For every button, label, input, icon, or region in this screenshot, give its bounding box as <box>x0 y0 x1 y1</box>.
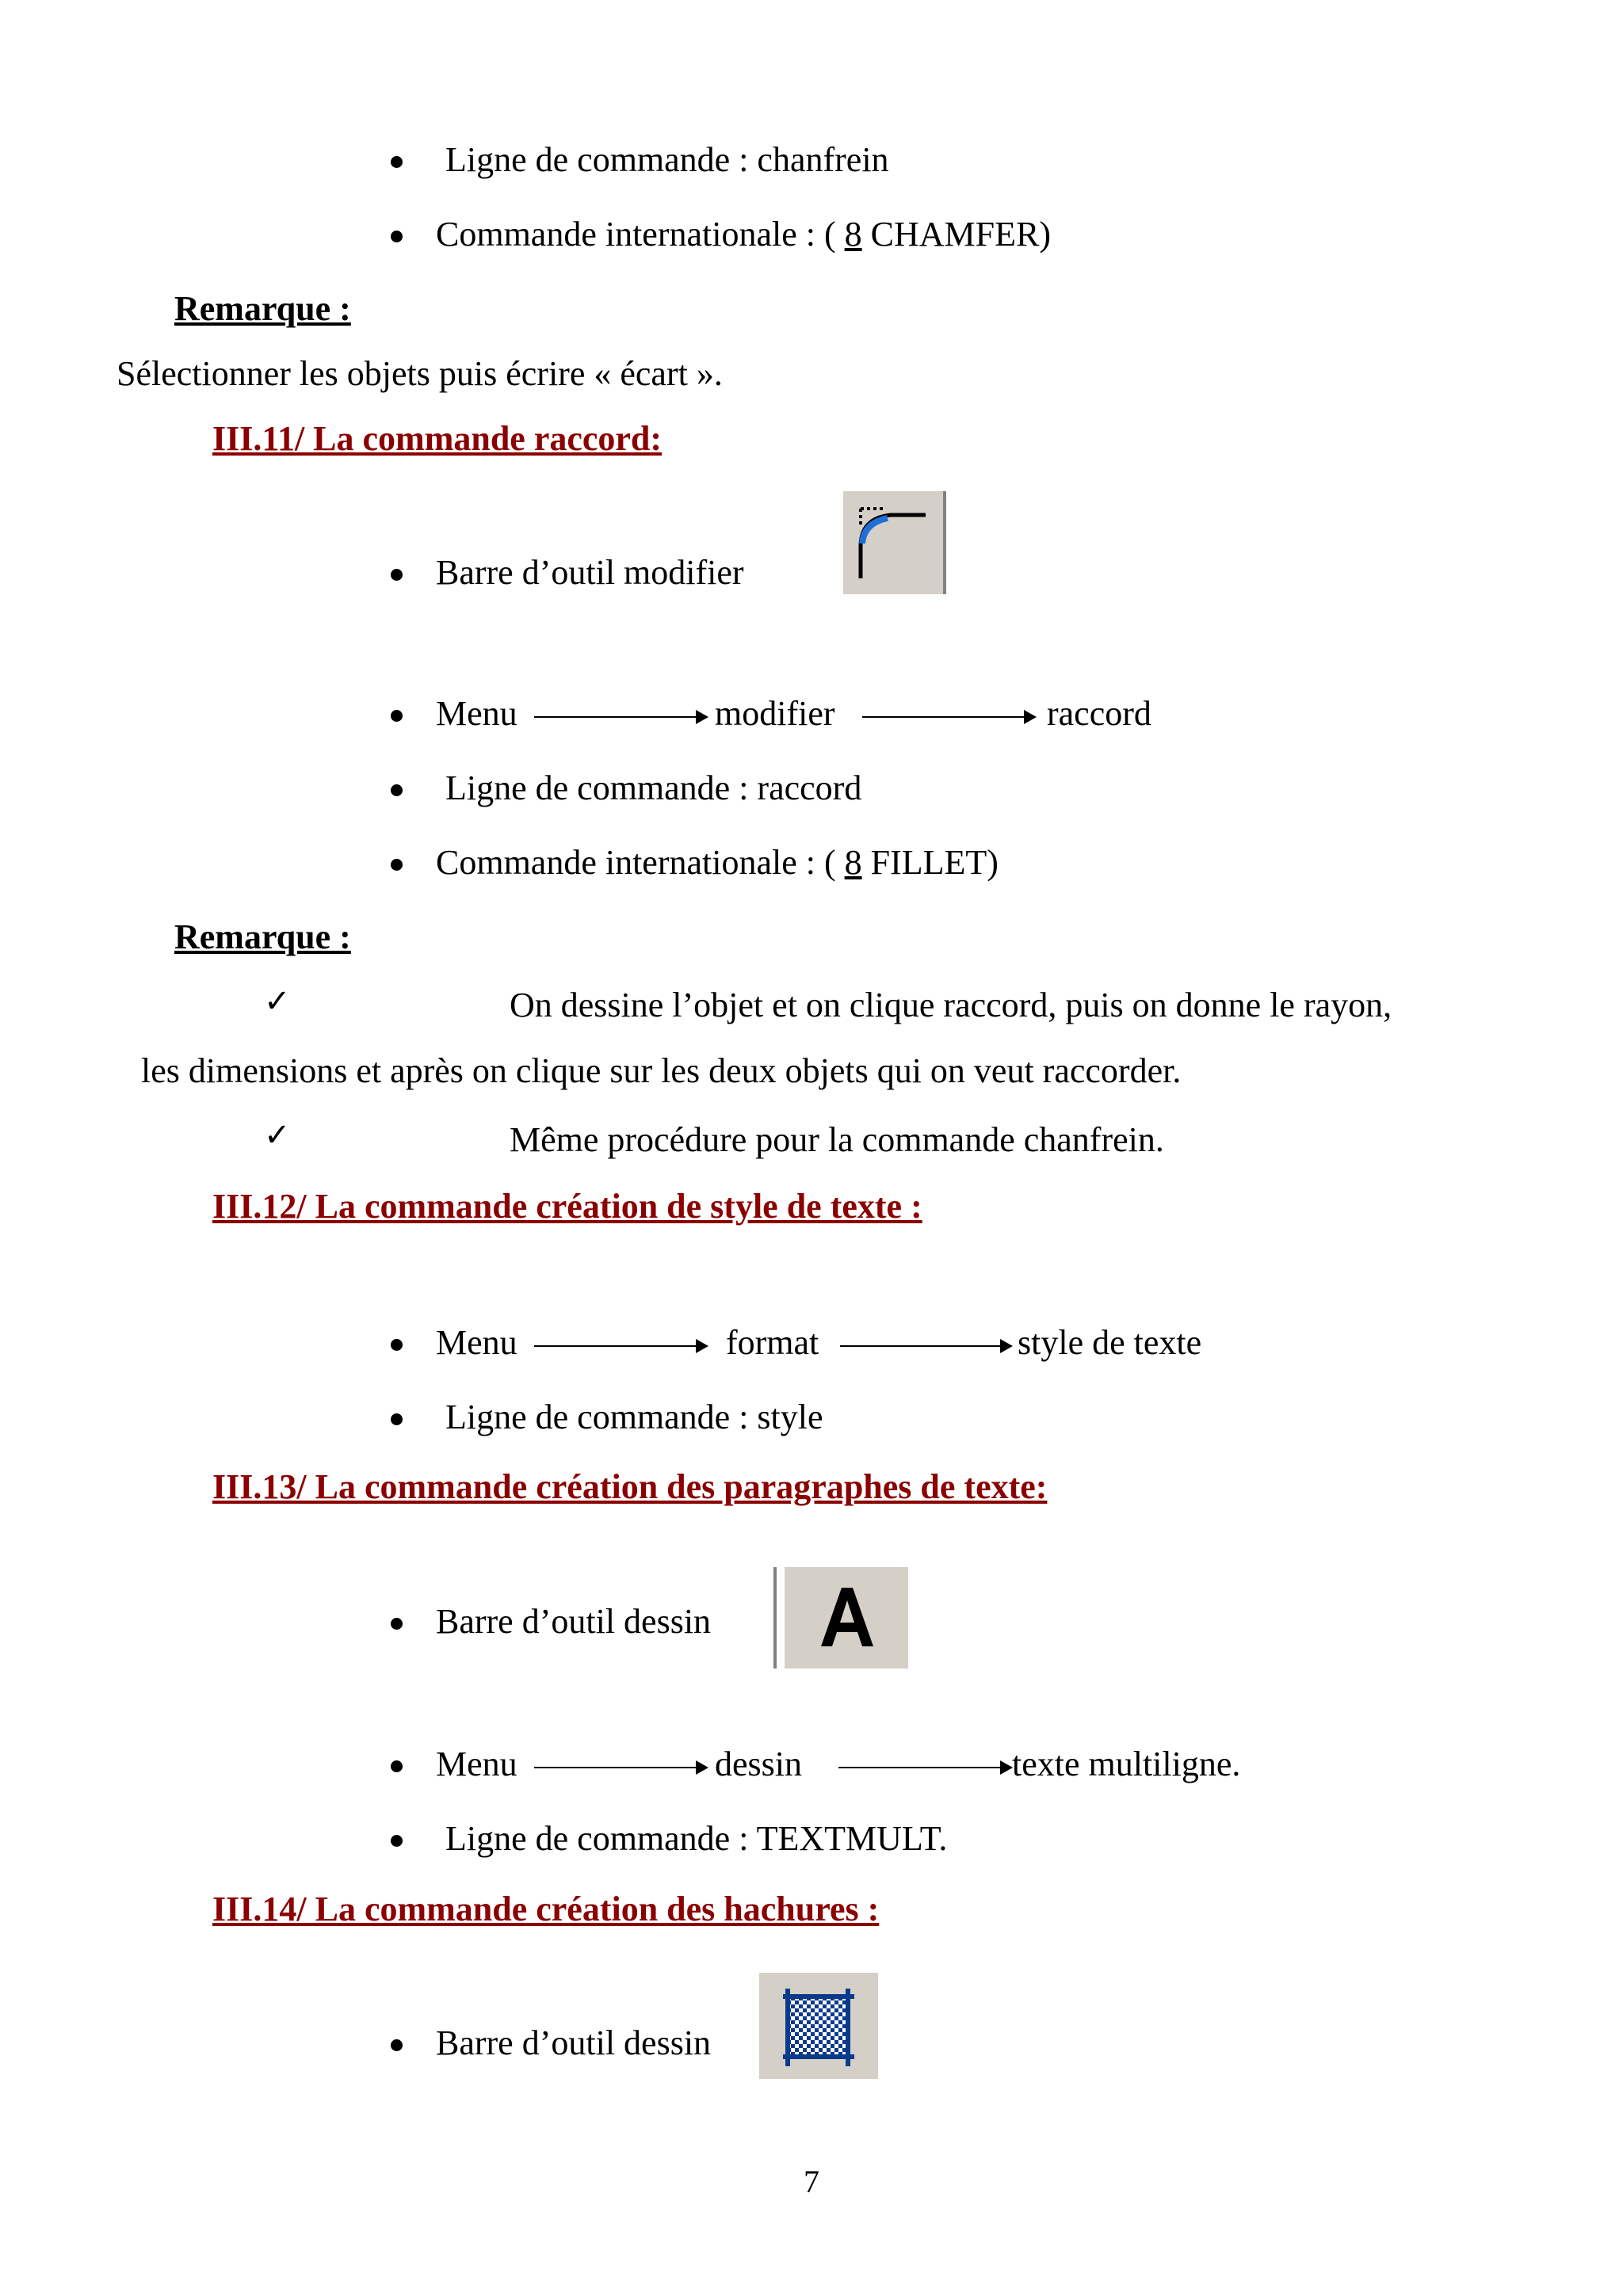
bullet <box>391 1413 403 1425</box>
text-a-icon <box>773 1567 908 1669</box>
section-heading: III.11/ La commande raccord: <box>212 419 663 458</box>
remark-title: Remarque : <box>174 289 351 328</box>
remark-text: On dessine l’objet et on clique raccord, puis on donne le rayon, <box>510 986 1392 1024</box>
menu-label: Menu <box>436 1323 517 1362</box>
menu-path-item: raccord <box>1047 694 1151 733</box>
intl-command-item: Commande internationale : ( 8 CHAMFER) <box>436 215 1051 254</box>
remark-text: les dimensions et après on clique sur les deux objets qui on veut raccorder. <box>141 1051 1182 1090</box>
intl-command-item: Commande internationale : ( 8 FILLET) <box>436 843 999 882</box>
section-heading: III.13/ La commande création des paragraphes de texte: <box>212 1467 1048 1506</box>
section-heading: III.12/ La commande création de style de texte : <box>212 1187 922 1226</box>
command-line-item: Ligne de commande : chanfrein <box>445 140 889 179</box>
bullet <box>391 784 403 796</box>
menu-path-item: format <box>726 1323 819 1362</box>
command-line-item: Ligne de commande : raccord <box>445 769 862 807</box>
bullet <box>391 1339 403 1351</box>
command-line-item: Ligne de commande : TEXTMULT. <box>445 1819 948 1858</box>
hatch-icon <box>759 1973 878 2079</box>
bullet <box>391 156 403 168</box>
toolbar-item: Barre d’outil modifier <box>436 553 744 592</box>
command-line-item: Ligne de commande : style <box>445 1398 823 1436</box>
section-heading: III.14/ La commande création des hachures : <box>212 1890 880 1928</box>
arrow-icon <box>534 716 707 718</box>
bullet <box>391 2039 403 2051</box>
bullet <box>391 859 403 871</box>
check-icon: ✓ <box>264 983 291 1020</box>
arrow-icon <box>840 1345 1011 1347</box>
check-icon: ✓ <box>264 1117 291 1154</box>
menu-path-item: modifier <box>715 694 835 733</box>
fillet-icon <box>843 491 949 594</box>
arrow-icon <box>534 1345 707 1347</box>
remark-text: Sélectionner les objets puis écrire « écart ». <box>116 354 723 393</box>
menu-path-item: style de texte <box>1018 1323 1202 1362</box>
menu-label: Menu <box>436 1745 517 1783</box>
toolbar-item: Barre d’outil dessin <box>436 1602 712 1641</box>
menu-path-item: dessin <box>715 1745 802 1783</box>
bullet <box>391 710 403 722</box>
remark-title: Remarque : <box>174 917 351 956</box>
arrow-icon <box>534 1767 707 1768</box>
bullet <box>391 1760 403 1772</box>
menu-path-item: texte multiligne. <box>1012 1745 1241 1783</box>
bullet <box>391 1835 403 1847</box>
remark-text: Même procédure pour la commande chanfrein. <box>510 1120 1164 1159</box>
arrow-icon <box>862 716 1035 718</box>
page-number: 7 <box>804 2164 819 2199</box>
bullet <box>391 231 403 242</box>
menu-label: Menu <box>436 694 517 733</box>
bullet <box>391 569 403 581</box>
bullet <box>391 1618 403 1630</box>
toolbar-item: Barre d’outil dessin <box>436 2023 712 2062</box>
arrow-icon <box>838 1767 1011 1768</box>
